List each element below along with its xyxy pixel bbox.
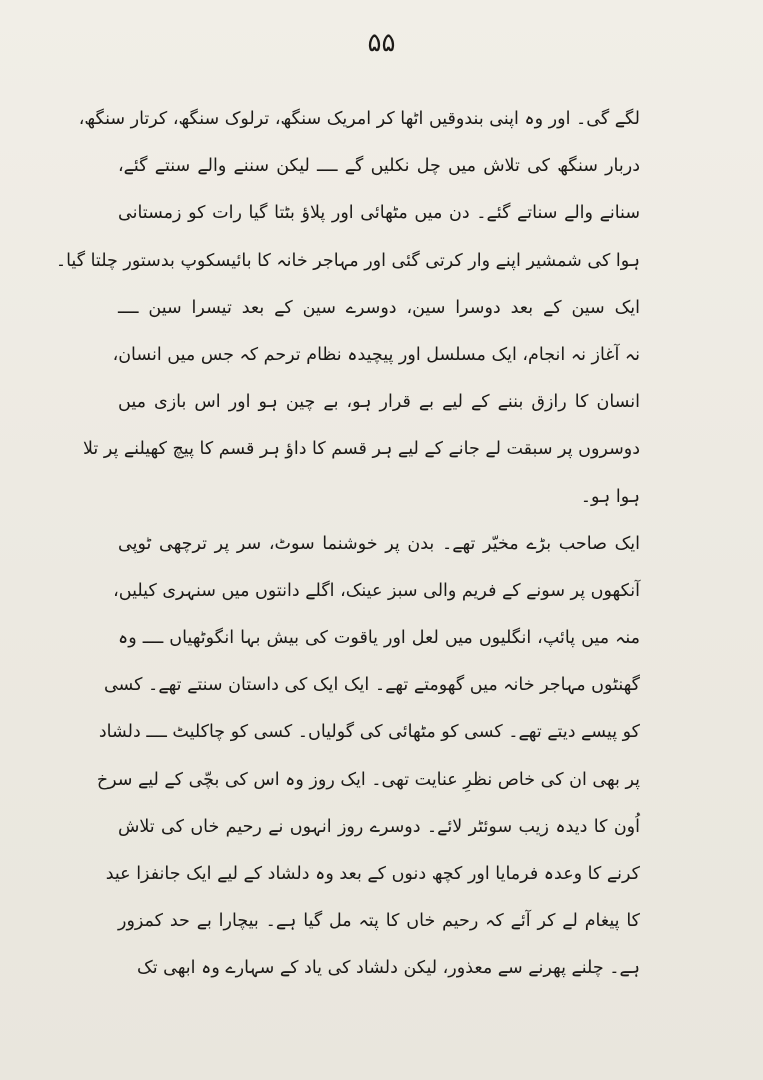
paragraph-1 — [55, 96, 640, 521]
text-line: نہ آغاز نہ انجام، ایک مسلسل اور پیچیدہ نظام ترحم کہ جس میں انسان، — [112, 344, 640, 365]
text-line: کو پیسے دیتے تھے۔ کسی کو مٹھائی کی گولیاں۔ کسی کو چاکلیٹ ــــ دلشاد — [98, 722, 640, 743]
paragraph-2 — [96, 521, 640, 993]
body-text — [55, 96, 640, 993]
text-line: دربار سنگھ کی تلاش میں چل نکلیں گے ــــ لیکن سننے والے سنتے گئے، — [118, 156, 640, 177]
text-line: لگے گی۔ اور وہ اپنی بندوقیں اٹھا کر امریک سنگھ، ترلوک سنگھ، کرتار سنگھ، — [78, 109, 640, 129]
text-line: منہ میں پائپ، انگلیوں میں لعل اور یاقوت کی بیش بہا انگوٹھیاں ــــ وہ — [118, 628, 640, 649]
text-line: آنکھوں پر سونے کے فریم والی سبز عینک، اگلے دانتوں میں سنہری کیلیں، — [113, 580, 640, 601]
text-line: ایک صاحب بڑے مخیّر تھے۔ بدن پر خوشنما سوٹ، سر پر ترچھی ٹوپی — [118, 533, 640, 554]
text-line: ایک سین کے بعد دوسرا سین، دوسرے سین کے بعد تیسرا سین ــــ — [118, 297, 640, 318]
text-line: اُون کا دیدہ زیب سوئٹر لائے۔ دوسرے روز انہوں نے رحیم خاں کی تلاش — [118, 816, 640, 837]
text-line: ہے۔ چلنے پھرنے سے معذور، لیکن دلشاد کی یاد کے سہارے وہ ابھی تک — [137, 958, 640, 979]
text-line: ہوا ہو۔ — [580, 486, 640, 507]
text-line: ہوا کی شمشیر اپنے وار کرتی گئی اور مہاجر خانہ کا بائیسکوپ بدستور چلتا گیا۔ — [55, 250, 640, 271]
text-line: سنانے والے سناتے گئے۔ دن میں مٹھائی اور پلاؤ بٹتا گیا رات کو زمستانی — [118, 203, 640, 224]
page-number: ۵۵ — [367, 28, 396, 58]
text-line: گھنٹوں مہاجر خانہ میں گھومتے تھے۔ ایک ایک کی داستان سنتے تھے۔ کسی — [103, 675, 640, 696]
text-line: انسان کا رازق بننے کے لیے بے قرار ہو، بے چین ہو اور اس بازی میں — [118, 392, 640, 413]
text-line: پر بھی ان کی خاص نظرِ عنایت تھی۔ ایک روز وہ اس کی بچّی کے لیے سرخ — [96, 769, 640, 790]
text-line: دوسروں پر سبقت لے جانے کے لیے ہر قسم کا داؤ ہر قسم کا پیچ کھیلنے پر تلا — [82, 439, 640, 460]
text-line: کرنے کا وعدہ فرمایا اور کچھ دنوں کے بعد وہ دلشاد کے لیے ایک جانفزا عید — [105, 864, 640, 884]
text-line: کا پیغام لے کر آئے کہ رحیم خاں کا پتہ مل گیا ہے۔ بیچارا بے حد کمزور — [118, 911, 640, 932]
